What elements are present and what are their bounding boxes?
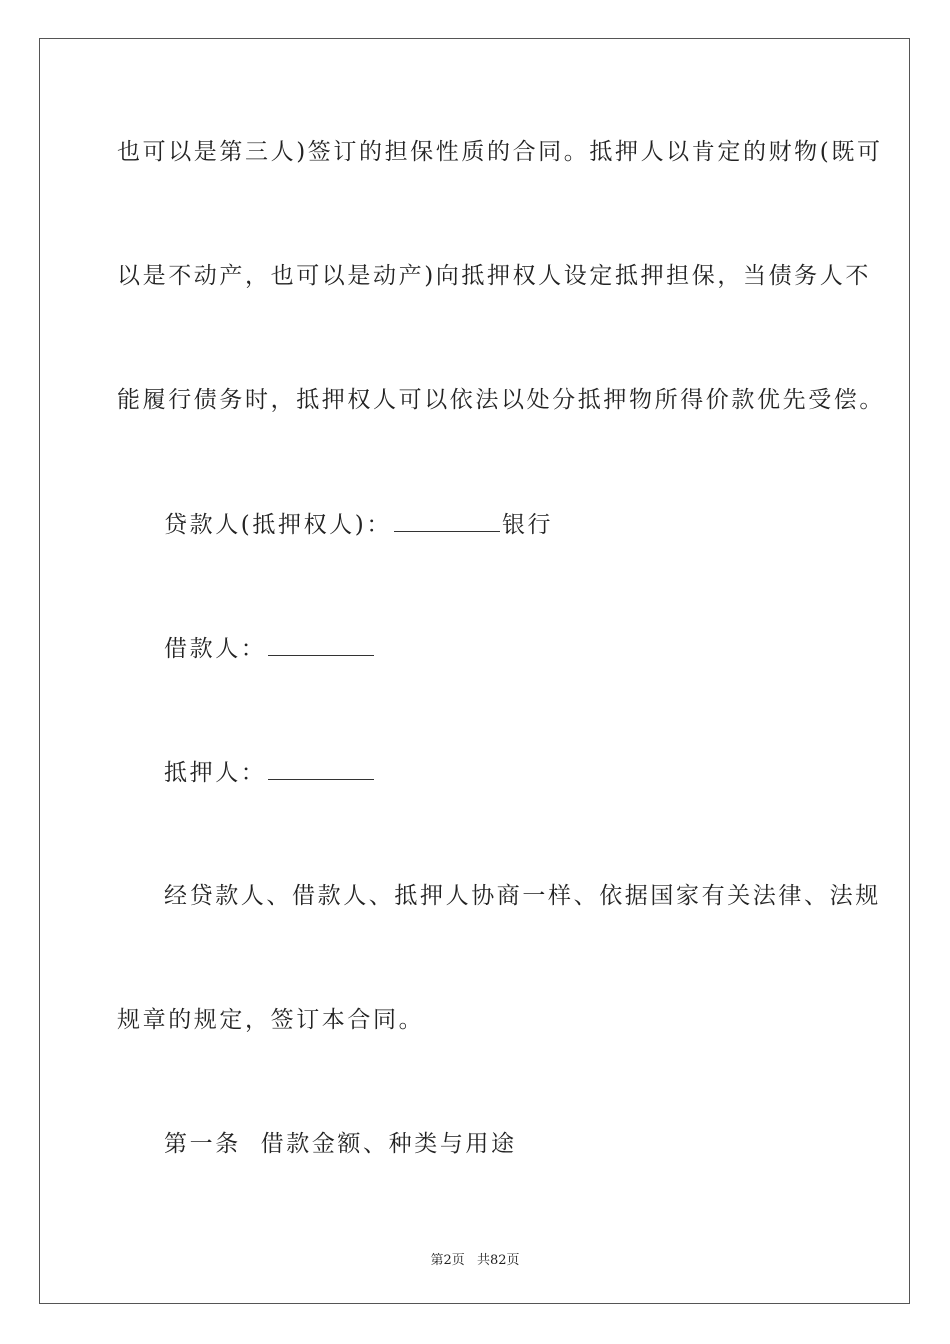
page-current: 第2页: [430, 1253, 465, 1268]
paragraph-line: 也可以是第三人)签订的担保性质的合同。抵押人以肯定的财物(既可: [117, 139, 883, 165]
borrower-field: [164, 633, 884, 664]
paragraph-line: 规章的规定，签订本合同。: [117, 1007, 425, 1033]
mortgagor-field: [164, 757, 884, 788]
borrower-label: 借款人：: [164, 636, 267, 662]
page-footer: [0, 1249, 950, 1268]
paragraph-line: 能履行债务时，抵押权人可以依法以处分抵押物所得价款优先受偿。: [117, 387, 885, 413]
lender-field: [164, 509, 884, 540]
mortgagor-label: 抵押人：: [164, 760, 267, 786]
lender-suffix: 银行: [501, 512, 554, 538]
mortgagor-blank: [268, 757, 374, 780]
paragraph-line: 经贷款人、借款人、抵押人协商一样、依据国家有关法律、法规: [164, 883, 881, 909]
page-frame: [39, 38, 910, 1304]
paragraph-line: 以是不动产，也可以是动产)向抵押权人设定抵押担保，当债务人不: [117, 263, 871, 289]
borrower-blank: [268, 633, 374, 656]
article-title: 第一条 借款金额、种类与用途: [164, 1131, 517, 1157]
page-total: 共82页: [476, 1253, 520, 1268]
lender-blank: [394, 509, 500, 532]
lender-label: 贷款人(抵押权人)：: [164, 512, 392, 538]
